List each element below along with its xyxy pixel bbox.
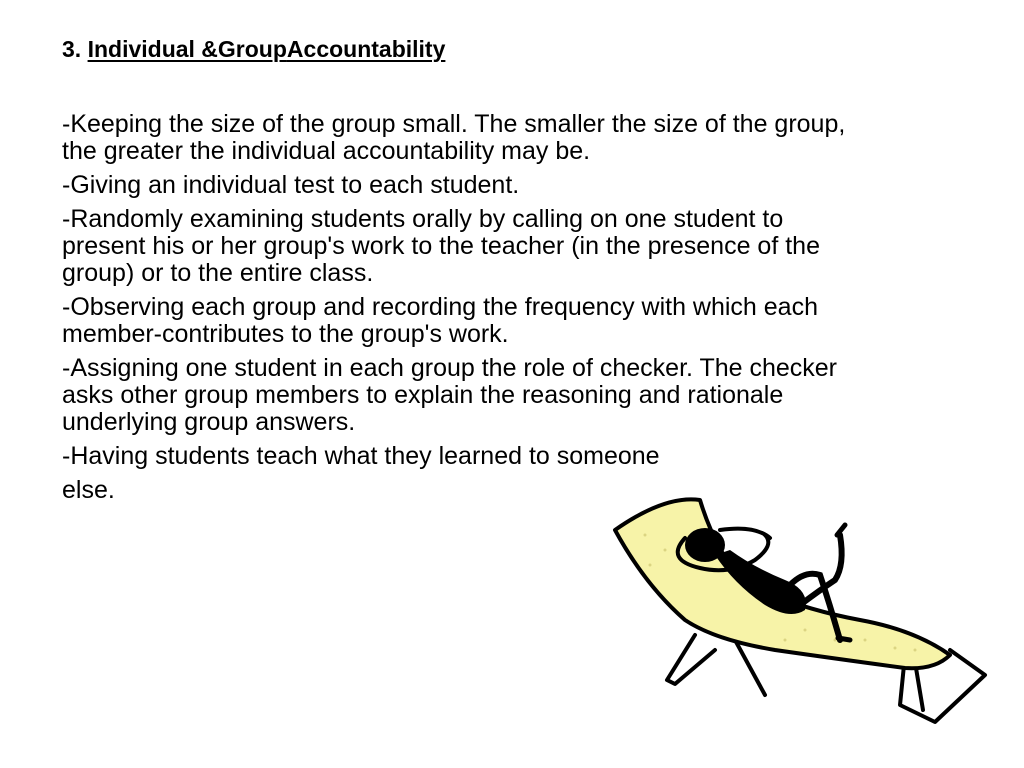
bullet-point xyxy=(62,111,972,165)
bullet-line: -Keeping the size of the group small. The smaller the size of the group, xyxy=(62,110,846,138)
bullet-line: else. xyxy=(62,476,115,504)
bullet-list xyxy=(62,111,972,511)
bullet-point xyxy=(62,294,972,348)
slide-heading xyxy=(62,36,445,63)
heading-title-part2: Accountability xyxy=(286,36,446,62)
bullet-line: -Giving an individual test to each student. xyxy=(62,171,520,199)
bullet-point xyxy=(62,443,972,470)
bullet-line: present his or her group's work to the teacher (in the presence of the xyxy=(62,232,820,260)
bullet-point xyxy=(62,172,972,199)
bullet-line: underlying group answers. xyxy=(62,408,356,436)
bullet-point xyxy=(62,206,972,287)
lounging-person-on-deck-chair-icon xyxy=(605,490,990,735)
bullet-line: the greater the individual accountability may be. xyxy=(62,137,591,165)
bullet-line: asks other group members to explain the reasoning and rationale xyxy=(62,381,784,409)
bullet-line: -Observing each group and recording the frequency with which each xyxy=(62,293,818,321)
heading-title-part1: Individual &Group xyxy=(87,36,287,62)
heading-title xyxy=(88,36,446,62)
bullet-line: group) or to the entire class. xyxy=(62,259,374,287)
bullet-line: -Randomly examining students orally by calling on one student to xyxy=(62,205,784,233)
bullet-line: -Having students teach what they learned to someone xyxy=(62,442,660,470)
heading-number: 3. xyxy=(62,36,82,62)
bullet-line: member-contributes to the group's work. xyxy=(62,320,509,348)
bullet-line: -Assigning one student in each group the role of checker. The checker xyxy=(62,354,838,382)
bullet-point xyxy=(62,355,972,436)
